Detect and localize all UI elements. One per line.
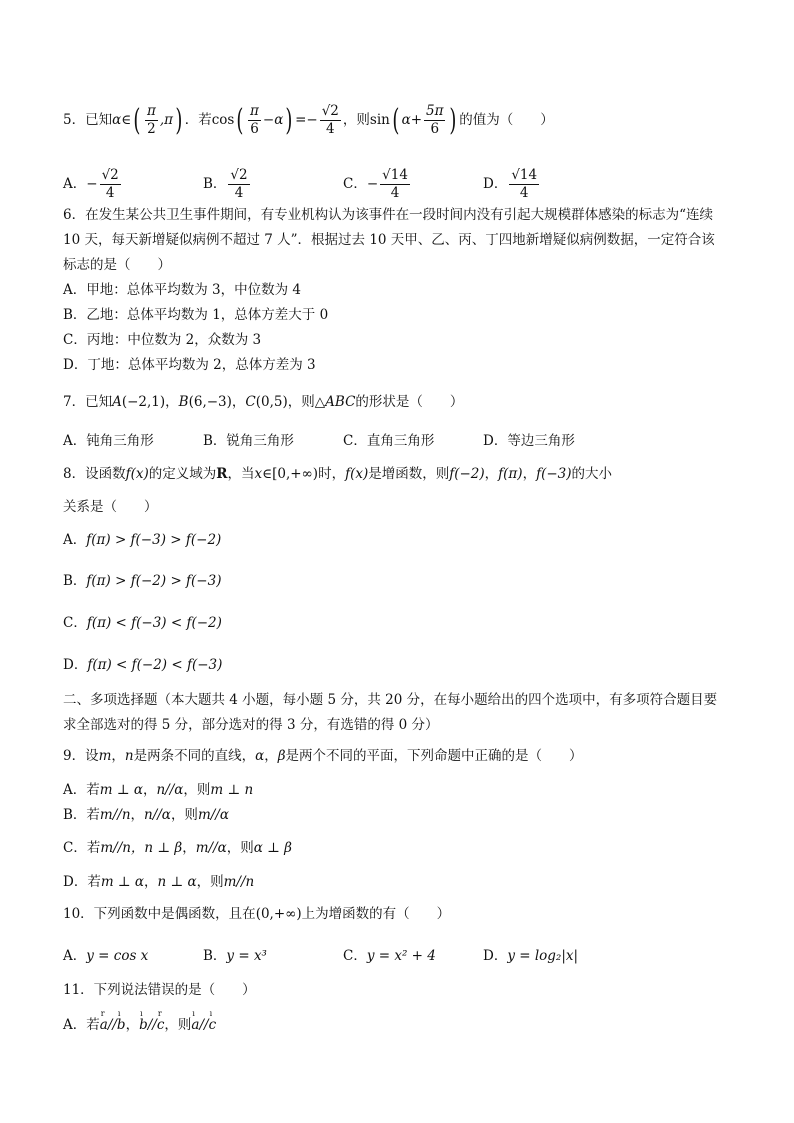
in-symbol: ∈ xyxy=(121,112,132,128)
line-n: n xyxy=(124,748,134,764)
q6-line1: 6．在发生某公共卫生事件期间，有专业机构认为该事件在一段时间内没有引起大规模群体感染的标志为“连续 xyxy=(63,207,713,223)
q9-text1: 是两条不同的直线， xyxy=(133,748,256,764)
den4: 4 xyxy=(326,121,335,137)
option-expr2: m//α xyxy=(195,840,227,856)
vector-a: ı a xyxy=(191,1015,199,1035)
domain-text: 的定义域为 xyxy=(148,466,217,482)
option-frac xyxy=(100,167,121,202)
alpha: α xyxy=(112,112,122,128)
interval: (0,+∞) xyxy=(255,906,302,922)
option-den: 4 xyxy=(105,185,115,201)
q6-line3: 标志的是（ ） xyxy=(63,257,171,273)
q5-prefix: 5．已知 xyxy=(63,112,113,128)
paren-right-2: ) xyxy=(285,102,293,138)
increasing-text: 是增函数，则 xyxy=(368,466,450,482)
option-letter: D． xyxy=(483,948,508,964)
q8-option-d[interactable] xyxy=(63,655,222,675)
parallel: // xyxy=(107,1017,117,1033)
option-den: 4 xyxy=(519,185,529,201)
vector-a: r a xyxy=(100,1015,108,1035)
q10-prefix: 10．下列函数中是偶函数，且在 xyxy=(63,906,256,922)
f-pi: f(π) xyxy=(498,466,523,482)
paren-right: ) xyxy=(175,102,183,138)
option-expr1: m//n xyxy=(99,807,131,823)
option-sign: − xyxy=(366,176,379,192)
option-then: ，则 xyxy=(170,807,198,823)
option-letter: C．若 xyxy=(63,840,101,856)
den-2: 2 xyxy=(147,121,156,137)
option-frac xyxy=(509,167,539,202)
option-frac xyxy=(380,167,410,202)
pi: π xyxy=(146,103,156,119)
frac-pi-2 xyxy=(145,103,158,138)
five-pi: 5π xyxy=(426,103,444,119)
q9-option-b[interactable] xyxy=(63,805,229,825)
q10-option-b[interactable] xyxy=(203,946,267,966)
point-a: A xyxy=(112,394,122,410)
point-c-coord: (0,5) xyxy=(255,394,288,410)
q8-option-b[interactable] xyxy=(63,571,221,591)
sin: sin xyxy=(369,112,390,128)
q6-option-a[interactable]: A．甲地：总体平均数为 3，中位数为 4 xyxy=(63,282,302,298)
option-expr: f(π) > f(−3) > f(−2) xyxy=(86,532,222,548)
option-expr: y = cos x xyxy=(86,948,149,964)
interval: [0,+∞) xyxy=(272,466,319,482)
option-expr2: n//α xyxy=(156,782,184,798)
option-letter: B． xyxy=(203,176,227,192)
option-expr1: m//n，n ⊥ β xyxy=(100,840,183,856)
q7-suffix: 的形状是（ ） xyxy=(355,394,464,410)
q9-option-a[interactable] xyxy=(63,780,253,800)
option-expr: y = x² + 4 xyxy=(366,948,436,964)
q7-mid: ，则 xyxy=(287,394,315,410)
option-expr3: m ⊥ n xyxy=(210,782,254,798)
q8-prefix: 8．设函数 xyxy=(63,466,126,482)
plane-alpha: α xyxy=(255,748,265,764)
q10-option-c[interactable] xyxy=(343,946,436,966)
q5-stem xyxy=(63,103,554,138)
option-expr: f(π) > f(−2) > f(−3) xyxy=(86,573,222,589)
q10-option-a[interactable] xyxy=(63,946,148,966)
option-expr3: α ⊥ β xyxy=(253,840,292,856)
option-expr: y = log₂|x| xyxy=(507,948,579,964)
f-neg3: f(−3) xyxy=(536,466,572,482)
q5-mid2: ，则 xyxy=(342,112,370,128)
option-expr: f(π) < f(−2) < f(−3) xyxy=(87,657,223,673)
q10-suffix: 上为增函数的有（ ） xyxy=(301,906,451,922)
frac-sqrt2-4 xyxy=(320,103,341,138)
point-b: B xyxy=(178,394,189,410)
option-letter: B． xyxy=(63,573,87,589)
option-then: ，则 xyxy=(196,874,224,890)
q8-option-c[interactable] xyxy=(63,613,222,633)
q8-stem-line2: 关系是（ ） xyxy=(63,499,158,515)
option-then: ，则 xyxy=(183,782,211,798)
option-letter: D． xyxy=(483,176,508,192)
plane-beta: β xyxy=(277,748,286,764)
parallel: // xyxy=(147,1017,157,1033)
option-letter: A． xyxy=(63,176,87,192)
q8-stem-line1 xyxy=(63,464,612,484)
option-frac xyxy=(228,167,249,202)
q7-option-d[interactable]: D．等边三角形 xyxy=(483,433,575,449)
option-letter: B． xyxy=(203,948,227,964)
option-letter: C． xyxy=(63,615,87,631)
f-neg2: f(−2) xyxy=(449,466,485,482)
option-sep: ， xyxy=(182,840,196,856)
option-letter: A． xyxy=(63,948,87,964)
option-sep: ， xyxy=(142,782,157,798)
vector-c: r c xyxy=(157,1015,165,1035)
pi-6-num: π xyxy=(250,103,259,119)
paren-left-2: ( xyxy=(236,102,244,138)
paren-left-3: ( xyxy=(392,102,400,138)
option-letter: C． xyxy=(343,176,367,192)
parallel: // xyxy=(199,1017,209,1033)
sep: ， xyxy=(165,394,179,410)
option-den: 4 xyxy=(390,185,400,201)
q6-option-b[interactable]: B．乙地：总体平均数为 1，总体方差大于 0 xyxy=(63,307,329,323)
x-in: x∈ xyxy=(254,466,273,482)
q11-option-a[interactable] xyxy=(63,1015,216,1035)
line-m: m xyxy=(98,748,112,764)
q8-option-a[interactable] xyxy=(63,530,221,550)
option-expr: y = x³ xyxy=(226,948,267,964)
q7-option-b[interactable]: B．锐角三角形 xyxy=(203,433,294,449)
option-num: √2 xyxy=(101,167,119,183)
option-expr: f(π) < f(−3) < f(−2) xyxy=(86,615,222,631)
q5-option-c[interactable] xyxy=(343,167,412,202)
point-a-coord: (−2,1) xyxy=(121,394,166,410)
option-sign: − xyxy=(86,176,98,192)
sqrt2: √2 xyxy=(321,103,339,119)
den6: 6 xyxy=(430,121,440,137)
section2-line1: 二、多项选择题（本大题共 4 小题，每小题 5 分，共 20 分，在每小题给出的四个选项中，有多项符合题目要 xyxy=(63,692,718,708)
q5-option-a[interactable] xyxy=(63,167,123,202)
comma: ， xyxy=(111,748,125,764)
vector-b: ı b xyxy=(139,1015,148,1035)
q7-stem xyxy=(63,392,463,412)
option-expr1: m ⊥ α xyxy=(100,874,145,890)
q5-option-d[interactable] xyxy=(483,167,541,202)
option-letter: A．若 xyxy=(63,782,100,798)
q7-option-a[interactable]: A．钝角三角形 xyxy=(63,433,154,449)
comma: ， xyxy=(522,466,537,482)
fx2: f(x) xyxy=(345,466,369,482)
option-then: ，则 xyxy=(226,840,254,856)
option-num: √14 xyxy=(382,167,408,183)
option-expr3: m//α xyxy=(197,807,229,823)
q9-prefix: 9．设 xyxy=(63,748,99,764)
q5-mid1: ．若 xyxy=(184,112,212,128)
q6-option-d[interactable]: D．丁地：总体平均数为 2，总体方差为 3 xyxy=(63,357,316,373)
point-c: C xyxy=(245,394,256,410)
option-expr3: m//n xyxy=(223,874,255,890)
size-text: 的大小 xyxy=(571,466,613,482)
paren-left: ( xyxy=(133,102,141,138)
option-letter: B．若 xyxy=(63,807,100,823)
option-letter: A．若 xyxy=(63,1017,100,1033)
pi-after: ,π xyxy=(159,112,173,128)
q5-option-b[interactable] xyxy=(203,167,252,202)
fx: f(x) xyxy=(125,466,149,482)
option-den: 4 xyxy=(234,185,244,201)
option-letter: D． xyxy=(63,657,88,673)
option-expr2: n//α xyxy=(144,807,171,823)
when2: 时， xyxy=(318,466,346,482)
sep: ， xyxy=(231,394,246,410)
frac-pi-6 xyxy=(248,103,261,138)
comma: ， xyxy=(484,466,499,482)
option-expr2: n ⊥ α xyxy=(157,874,197,890)
option-expr1: m ⊥ α xyxy=(99,782,143,798)
option-num: √14 xyxy=(511,167,538,183)
point-b-coord: (6,−3) xyxy=(188,394,232,410)
q9-stem xyxy=(63,746,583,766)
option-sep: ， xyxy=(144,874,158,890)
frac-5pi-6 xyxy=(424,103,445,138)
vector-b: ı b xyxy=(117,1015,126,1035)
eq-neg: =− xyxy=(295,112,318,128)
comma: ， xyxy=(264,748,278,764)
then: ，则 xyxy=(164,1017,192,1033)
option-sep: ， xyxy=(130,807,145,823)
q9-option-c[interactable] xyxy=(63,838,292,858)
q7-option-c[interactable]: C．直角三角形 xyxy=(343,433,435,449)
option-letter: C． xyxy=(343,948,367,964)
option-letter: D．若 xyxy=(63,874,101,890)
option-letter: A． xyxy=(63,532,87,548)
real-set: R xyxy=(216,466,228,482)
vector-c: ı c xyxy=(209,1015,217,1035)
paren-right-3: ) xyxy=(449,102,457,138)
q5-suffix: 的值为（ ） xyxy=(459,112,554,128)
q10-stem xyxy=(63,904,450,924)
minus-alpha: −α xyxy=(262,112,284,128)
q7-prefix: 7．已知 xyxy=(63,394,113,410)
cos: cos xyxy=(211,112,235,128)
q9-option-d[interactable] xyxy=(63,872,254,892)
comma: ， xyxy=(125,1017,140,1033)
section2-line2: 求全部选对的得 5 分，部分选对的得 3 分，有选错的得 0 分） xyxy=(63,717,439,733)
q9-text2: 是两个不同的平面，下列命题中正确的是（ ） xyxy=(285,748,583,764)
q6-line2: 10 天，每天新增疑似病例不超过 7 人”．根据过去 10 天甲、乙、丙、丁四地新增疑似病例数据，一定符合该 xyxy=(63,232,715,248)
q6-option-c[interactable]: C．丙地：中位数为 2，众数为 3 xyxy=(63,332,262,348)
when: ，当 xyxy=(227,466,255,482)
alpha-plus: α+ xyxy=(401,112,423,128)
pi-6-den: 6 xyxy=(250,121,259,137)
option-num: √2 xyxy=(230,167,248,183)
q11-stem: 11．下列说法错误的是（ ） xyxy=(63,982,256,998)
q10-option-d[interactable] xyxy=(483,946,578,966)
triangle-abc: △ABC xyxy=(314,394,356,410)
